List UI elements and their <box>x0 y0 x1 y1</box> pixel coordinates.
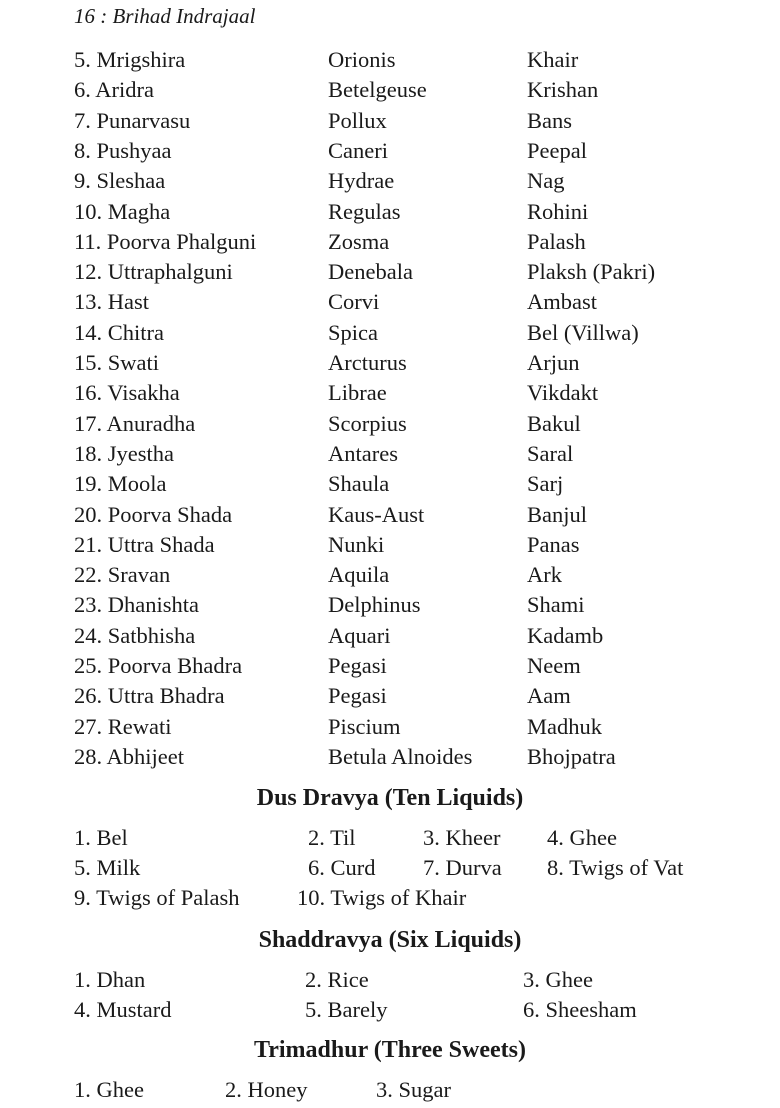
cell: 2. Til <box>308 825 356 850</box>
cell: Betelgeuse <box>328 77 427 103</box>
cell: Khair <box>527 47 579 72</box>
page-header: 16 : Brihad Indrajaal <box>74 4 256 28</box>
cell: Ark <box>527 562 562 588</box>
cell: Saral <box>527 440 574 466</box>
cell: 21. Uttra Shada <box>74 531 215 557</box>
cell: Spica <box>328 319 378 345</box>
cell: 15. Swati <box>74 350 160 375</box>
cell: 6. Aridra <box>74 77 154 103</box>
cell: 27. Rewati <box>74 713 172 739</box>
cell: Delphinus <box>328 592 421 618</box>
cell: 1. Bel <box>74 825 128 850</box>
cell: 11. Poorva Phalguni <box>74 228 257 254</box>
cell: 6. Curd <box>308 855 376 880</box>
cell: Pegasi <box>328 653 387 678</box>
cell: Antares <box>328 440 398 466</box>
cell: 3. Ghee <box>523 967 593 992</box>
cell: 8. Twigs of Vat <box>547 855 684 880</box>
section-heading: Trimadhur (Three Sweets) <box>254 1037 526 1063</box>
cell: Scorpius <box>328 410 407 436</box>
cell: 16. Visakha <box>74 380 180 406</box>
cell: 6. Sheesham <box>523 997 637 1022</box>
cell: Pollux <box>328 107 387 133</box>
cell: Arcturus <box>328 350 407 375</box>
cell: 17. Anuradha <box>74 410 196 436</box>
cell: 20. Poorva Shada <box>74 501 233 527</box>
cell: Kadamb <box>527 622 604 648</box>
cell: Betula Alnoides <box>328 743 473 769</box>
cell: Kaus-Aust <box>328 501 425 527</box>
cell: Panas <box>527 531 580 557</box>
cell: 5. Barely <box>305 997 388 1022</box>
cell: 2. Honey <box>225 1077 308 1102</box>
cell: Rohini <box>527 198 589 224</box>
cell: 10. Twigs of Khair <box>297 885 467 910</box>
cell: Shaula <box>328 471 390 497</box>
cell: 3. Sugar <box>376 1077 451 1102</box>
cell: 25. Poorva Bhadra <box>74 653 243 678</box>
cell: Madhuk <box>527 713 602 739</box>
cell: Nag <box>527 168 565 194</box>
cell: Zosma <box>328 228 390 254</box>
section-heading: Shaddravya (Six Liquids) <box>258 927 522 953</box>
cell: 1. Dhan <box>74 967 146 992</box>
cell: 3. Kheer <box>423 825 501 850</box>
cell: Krishan <box>527 77 599 103</box>
cell: 4. Ghee <box>547 825 617 850</box>
cell: Bhojpatra <box>527 743 616 769</box>
cell: Pegasi <box>328 683 387 709</box>
cell: 2. Rice <box>305 967 369 992</box>
cell: Regulas <box>328 198 401 224</box>
cell: 9. Twigs of Palash <box>74 885 240 910</box>
cell: 1. Ghee <box>74 1077 144 1102</box>
cell: 5. Mrigshira <box>74 47 186 72</box>
cell: Piscium <box>328 713 401 739</box>
cell: 12. Uttraphalguni <box>74 259 233 285</box>
cell: Denebala <box>328 259 413 285</box>
cell: 26. Uttra Bhadra <box>74 683 225 709</box>
cell: 19. Moola <box>74 471 167 497</box>
section-heading: Dus Dravya (Ten Liquids) <box>256 785 524 811</box>
cell: Librae <box>328 380 387 406</box>
cell: Hydrae <box>328 168 395 194</box>
cell: Orionis <box>328 47 396 72</box>
cell: Bans <box>527 107 572 133</box>
cell: 28. Abhijeet <box>74 743 184 769</box>
cell: Aam <box>527 683 571 709</box>
cell: 10. Magha <box>74 198 171 224</box>
cell: Neem <box>527 653 581 678</box>
cell: Aquari <box>328 622 391 648</box>
cell: Bakul <box>527 410 581 436</box>
cell: Shami <box>527 592 585 618</box>
cell: 23. Dhanishta <box>74 592 199 618</box>
cell: Arjun <box>527 350 580 375</box>
cell: Nunki <box>328 531 385 557</box>
cell: Ambast <box>527 289 597 315</box>
cell: Banjul <box>527 501 587 527</box>
cell: 7. Punarvasu <box>74 107 191 133</box>
cell: Sarj <box>527 471 564 497</box>
cell: Peepal <box>527 137 587 163</box>
cell: 18. Jyestha <box>74 440 174 466</box>
cell: 4. Mustard <box>74 997 172 1022</box>
cell: 13. Hast <box>74 289 149 315</box>
cell: 9. Sleshaa <box>74 168 166 194</box>
cell: 14. Chitra <box>74 319 164 345</box>
cell: Aquila <box>328 562 390 588</box>
cell: Bel (Villwa) <box>527 319 639 345</box>
cell: 24. Satbhisha <box>74 622 196 648</box>
cell: 22. Sravan <box>74 562 171 588</box>
cell: Plaksh (Pakri) <box>527 259 656 285</box>
cell: Caneri <box>328 137 388 163</box>
cell: 5. Milk <box>74 855 141 880</box>
cell: 8. Pushyaa <box>74 137 172 163</box>
cell: Palash <box>527 228 586 254</box>
cell: Corvi <box>328 289 380 315</box>
cell: 7. Durva <box>423 855 502 880</box>
cell: Vikdakt <box>527 380 599 406</box>
